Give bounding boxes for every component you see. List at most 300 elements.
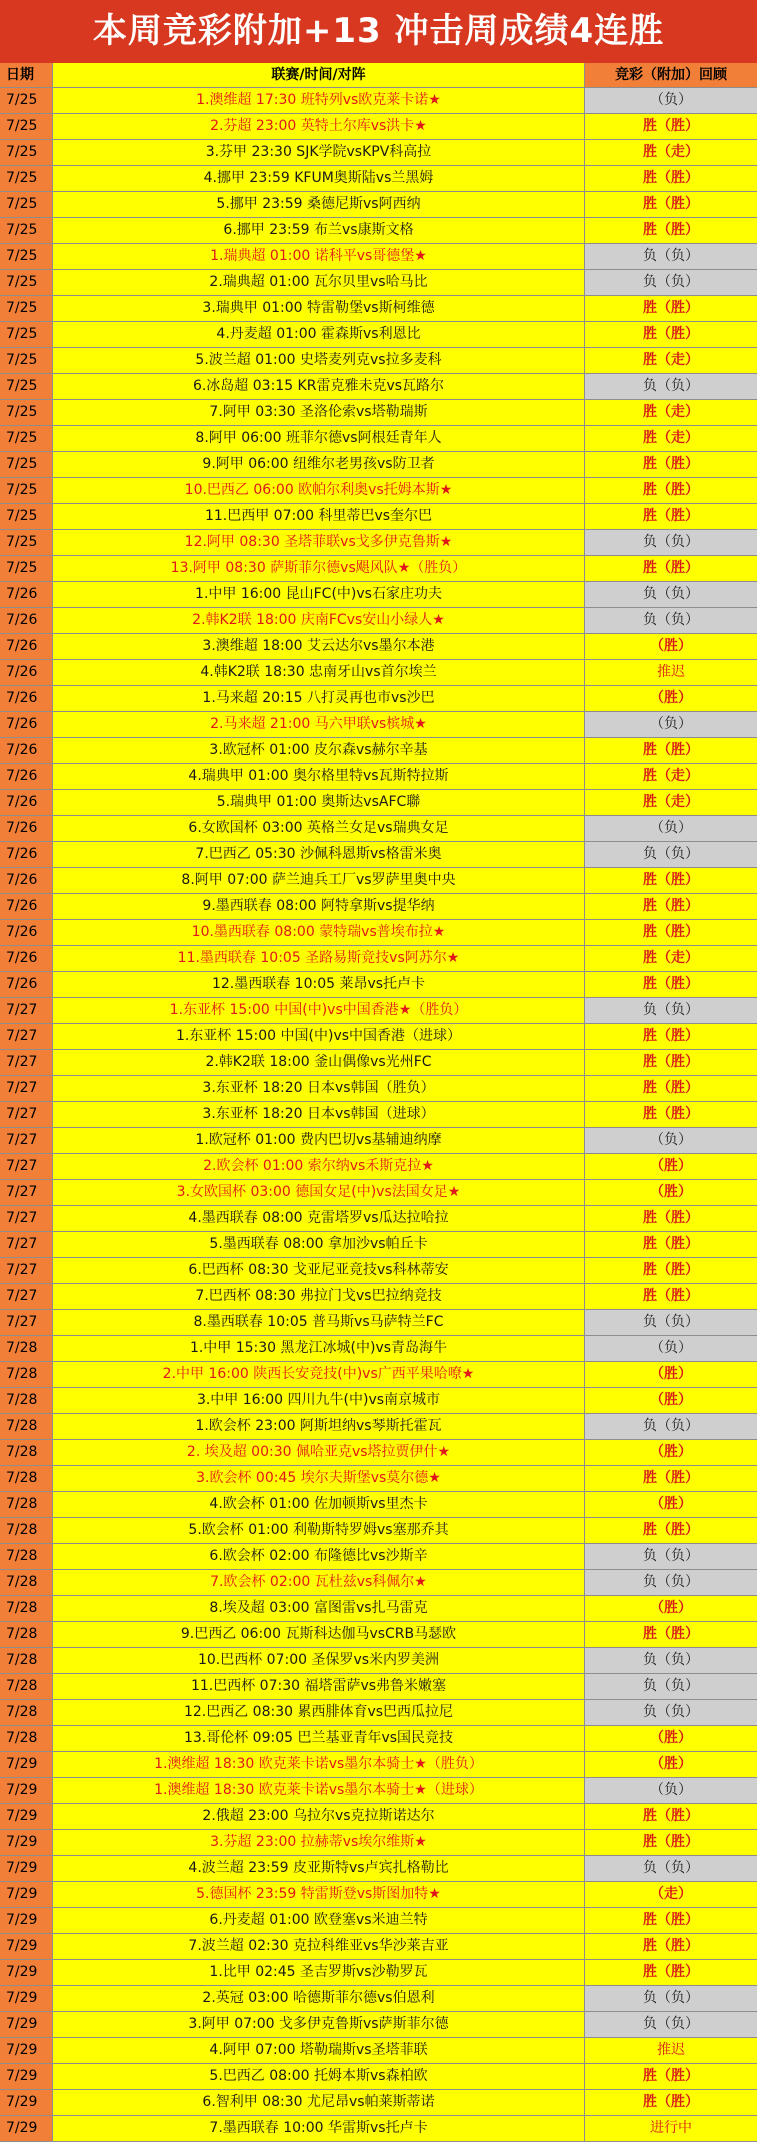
table-row <box>0 1466 757 1492</box>
row-result: （胜） <box>585 686 757 711</box>
row-match: 1.欧会杯 23:00 阿斯坦纳vs琴斯托霍瓦 <box>53 1414 585 1439</box>
row-match: 7.欧会杯 02:00 瓦杜兹vs科佩尔★ <box>53 1570 585 1595</box>
table-row <box>0 2064 757 2090</box>
row-date: 7/25 <box>0 140 53 165</box>
table-row <box>0 1700 757 1726</box>
row-match: 3.中甲 16:00 四川九牛(中)vs南京城市 <box>53 1388 585 1413</box>
row-date: 7/29 <box>0 2116 53 2141</box>
row-result: 胜（胜） <box>585 972 757 997</box>
row-result: （负） <box>585 1336 757 1361</box>
row-date: 7/25 <box>0 426 53 451</box>
row-date: 7/29 <box>0 2064 53 2089</box>
row-date: 7/25 <box>0 192 53 217</box>
row-result: 胜（走） <box>585 140 757 165</box>
row-match: 3.芬超 23:00 拉赫蒂vs埃尔维斯★ <box>53 1830 585 1855</box>
row-match: 6.欧会杯 02:00 布隆德比vs沙斯辛 <box>53 1544 585 1569</box>
row-result: （胜） <box>585 1726 757 1751</box>
table-row <box>0 920 757 946</box>
table-row <box>0 608 757 634</box>
row-match: 3.东亚杯 18:20 日本vs韩国（胜负） <box>53 1076 585 1101</box>
table-row <box>0 1856 757 1882</box>
row-match: 4.阿甲 07:00 塔勒瑞斯vs圣塔菲联 <box>53 2038 585 2063</box>
row-date: 7/25 <box>0 348 53 373</box>
row-match: 3.瑞典甲 01:00 特雷勒堡vs斯柯维德 <box>53 296 585 321</box>
row-match: 6.挪甲 23:59 布兰vs康斯文格 <box>53 218 585 243</box>
table-row <box>0 1570 757 1596</box>
row-date: 7/25 <box>0 296 53 321</box>
table-row <box>0 1440 757 1466</box>
row-result: 胜（胜） <box>585 738 757 763</box>
row-result: 负（负） <box>585 1674 757 1699</box>
table-row <box>0 114 757 140</box>
row-match: 4.挪甲 23:59 KFUM奥斯陆vs兰黑姆 <box>53 166 585 191</box>
row-match: 3.芬甲 23:30 SJK学院vsKPV科高拉 <box>53 140 585 165</box>
row-date: 7/29 <box>0 1804 53 1829</box>
row-date: 7/27 <box>0 1050 53 1075</box>
row-match: 1.瑞典超 01:00 诺科平vs哥德堡★ <box>53 244 585 269</box>
row-date: 7/28 <box>0 1544 53 1569</box>
table-row <box>0 218 757 244</box>
row-result: 负（负） <box>585 374 757 399</box>
row-date: 7/25 <box>0 244 53 269</box>
row-match: 1.中甲 16:00 昆山FC(中)vs石家庄功夫 <box>53 582 585 607</box>
row-date: 7/27 <box>0 1102 53 1127</box>
row-date: 7/28 <box>0 1674 53 1699</box>
row-result: 负（负） <box>585 270 757 295</box>
table-row <box>0 946 757 972</box>
row-result: 胜（胜） <box>585 1258 757 1283</box>
row-match: 4.韩K2联 18:30 忠南牙山vs首尔埃兰 <box>53 660 585 685</box>
row-date: 7/28 <box>0 1492 53 1517</box>
row-match: 3.澳维超 18:00 艾云达尔vs墨尔本港 <box>53 634 585 659</box>
row-result: （胜） <box>585 1440 757 1465</box>
row-date: 7/27 <box>0 1310 53 1335</box>
row-date: 7/28 <box>0 1700 53 1725</box>
row-result: 胜（胜） <box>585 1622 757 1647</box>
row-match: 6.智利甲 08:30 尤尼昂vs帕莱斯蒂诺 <box>53 2090 585 2115</box>
table-row <box>0 2116 757 2142</box>
table-row <box>0 556 757 582</box>
row-date: 7/27 <box>0 1206 53 1231</box>
row-result: 负（负） <box>585 1414 757 1439</box>
table-row <box>0 1830 757 1856</box>
row-result: 胜（走） <box>585 790 757 815</box>
row-match: 10.巴西杯 07:00 圣保罗vs米内罗美洲 <box>53 1648 585 1673</box>
row-match: 8.埃及超 03:00 富图雷vs扎马雷克 <box>53 1596 585 1621</box>
row-match: 1.澳维超 18:30 欧克莱卡诺vs墨尔本骑士★（进球） <box>53 1778 585 1803</box>
table-row <box>0 296 757 322</box>
row-date: 7/25 <box>0 374 53 399</box>
table-row <box>0 244 757 270</box>
row-result: （走） <box>585 1882 757 1907</box>
table-row <box>0 270 757 296</box>
row-result: 胜（走） <box>585 400 757 425</box>
table-row <box>0 1908 757 1934</box>
row-match: 1.澳维超 17:30 班特列vs欧克莱卡诺★ <box>53 88 585 113</box>
row-match: 9.墨西联春 08:00 阿特拿斯vs提华纳 <box>53 894 585 919</box>
row-match: 6.丹麦超 01:00 欧登塞vs米迪兰特 <box>53 1908 585 1933</box>
row-date: 7/29 <box>0 1778 53 1803</box>
row-date: 7/27 <box>0 1284 53 1309</box>
row-match: 4.墨西联春 08:00 克雷塔罗vs瓜达拉哈拉 <box>53 1206 585 1231</box>
table-row <box>0 1492 757 1518</box>
row-result: 胜（胜） <box>585 478 757 503</box>
row-date: 7/25 <box>0 400 53 425</box>
row-result: 胜（胜） <box>585 2090 757 2115</box>
row-match: 1.欧冠杯 01:00 费内巴切vs基辅迪纳摩 <box>53 1128 585 1153</box>
row-match: 8.阿甲 07:00 萨兰迪兵工厂vs罗萨里奥中央 <box>53 868 585 893</box>
row-match: 13.哥伦杯 09:05 巴兰基亚青年vs国民竞技 <box>53 1726 585 1751</box>
row-result: （胜） <box>585 1492 757 1517</box>
row-date: 7/26 <box>0 764 53 789</box>
row-match: 4.欧会杯 01:00 佐加顿斯vs里杰卡 <box>53 1492 585 1517</box>
row-result: 负（负） <box>585 530 757 555</box>
table-row <box>0 868 757 894</box>
row-date: 7/26 <box>0 582 53 607</box>
table-body <box>0 88 757 2142</box>
row-date: 7/25 <box>0 88 53 113</box>
row-result: 胜（胜） <box>585 114 757 139</box>
row-date: 7/27 <box>0 1180 53 1205</box>
row-match: 12.墨西联春 10:05 莱昂vs托卢卡 <box>53 972 585 997</box>
row-date: 7/28 <box>0 1466 53 1491</box>
row-match: 1.东亚杯 15:00 中国(中)vs中国香港（进球） <box>53 1024 585 1049</box>
row-result: （负） <box>585 1778 757 1803</box>
table-row <box>0 1362 757 1388</box>
row-date: 7/29 <box>0 2012 53 2037</box>
row-match: 6.女欧国杯 03:00 英格兰女足vs瑞典女足 <box>53 816 585 841</box>
row-result: 胜（胜） <box>585 556 757 581</box>
table-row <box>0 1986 757 2012</box>
row-date: 7/29 <box>0 1830 53 1855</box>
row-match: 3.欧会杯 00:45 埃尔夫斯堡vs莫尔德★ <box>53 1466 585 1491</box>
row-date: 7/26 <box>0 972 53 997</box>
row-date: 7/29 <box>0 1752 53 1777</box>
table-row <box>0 1128 757 1154</box>
row-date: 7/27 <box>0 1258 53 1283</box>
table-row <box>0 660 757 686</box>
table-row <box>0 972 757 998</box>
table-row <box>0 374 757 400</box>
row-match: 5.瑞典甲 01:00 奥斯达vsAFC聯 <box>53 790 585 815</box>
row-result: 进行中 <box>585 2116 757 2141</box>
table-row <box>0 478 757 504</box>
row-result: 负（负） <box>585 1648 757 1673</box>
row-result: 胜（胜） <box>585 1518 757 1543</box>
row-result: 胜（走） <box>585 348 757 373</box>
table-row <box>0 2012 757 2038</box>
row-result: （负） <box>585 712 757 737</box>
row-date: 7/29 <box>0 1908 53 1933</box>
row-date: 7/29 <box>0 1986 53 2011</box>
row-match: 1.澳维超 18:30 欧克莱卡诺vs墨尔本骑士★（胜负） <box>53 1752 585 1777</box>
row-date: 7/25 <box>0 322 53 347</box>
table-header <box>0 63 757 88</box>
row-result: 胜（胜） <box>585 1466 757 1491</box>
table-row <box>0 452 757 478</box>
table-row <box>0 400 757 426</box>
row-date: 7/26 <box>0 920 53 945</box>
table-row <box>0 1752 757 1778</box>
row-result: 负（负） <box>585 998 757 1023</box>
row-result: 胜（胜） <box>585 166 757 191</box>
row-date: 7/28 <box>0 1388 53 1413</box>
table-row <box>0 1518 757 1544</box>
row-result: 胜（胜） <box>585 1050 757 1075</box>
table-row <box>0 1180 757 1206</box>
row-match: 2. 埃及超 00:30 佩哈亚克vs塔拉贾伊什★ <box>53 1440 585 1465</box>
row-match: 5.挪甲 23:59 桑德尼斯vs阿西纳 <box>53 192 585 217</box>
page-title: 本周竞彩附加+13 冲击周成绩4连胜 <box>0 0 757 63</box>
row-date: 7/28 <box>0 1336 53 1361</box>
row-result: 胜（胜） <box>585 1908 757 1933</box>
row-result: 推迟 <box>585 2038 757 2063</box>
row-match: 12.阿甲 08:30 圣塔菲联vs戈多伊克鲁斯★ <box>53 530 585 555</box>
row-result: 胜（胜） <box>585 1934 757 1959</box>
row-result: 胜（胜） <box>585 868 757 893</box>
table-row <box>0 1596 757 1622</box>
row-match: 5.欧会杯 01:00 利勒斯特罗姆vs塞那乔其 <box>53 1518 585 1543</box>
row-result: 负（负） <box>585 842 757 867</box>
row-result: 负（负） <box>585 1310 757 1335</box>
row-date: 7/26 <box>0 842 53 867</box>
row-result: （胜） <box>585 1154 757 1179</box>
row-date: 7/27 <box>0 1024 53 1049</box>
row-result: 负（负） <box>585 582 757 607</box>
row-result: 负（负） <box>585 244 757 269</box>
row-match: 1.马来超 20:15 八打灵再也市vs沙巴 <box>53 686 585 711</box>
table-row <box>0 1206 757 1232</box>
table-row <box>0 686 757 712</box>
row-result: 胜（胜） <box>585 1804 757 1829</box>
row-result: 胜（胜） <box>585 192 757 217</box>
row-date: 7/28 <box>0 1648 53 1673</box>
row-match: 7.巴西乙 05:30 沙佩科恩斯vs格雷米奥 <box>53 842 585 867</box>
table-row <box>0 530 757 556</box>
table-row <box>0 1258 757 1284</box>
row-date: 7/26 <box>0 790 53 815</box>
table-row <box>0 816 757 842</box>
table-row <box>0 1622 757 1648</box>
row-match: 10.巴西乙 06:00 欧帕尔利奥vs托姆本斯★ <box>53 478 585 503</box>
table-row <box>0 1336 757 1362</box>
row-result: 胜（胜） <box>585 218 757 243</box>
row-date: 7/28 <box>0 1518 53 1543</box>
table-row <box>0 2090 757 2116</box>
row-date: 7/29 <box>0 1882 53 1907</box>
row-match: 3.阿甲 07:00 戈多伊克鲁斯vs萨斯菲尔德 <box>53 2012 585 2037</box>
row-date: 7/25 <box>0 270 53 295</box>
table-row <box>0 2038 757 2064</box>
row-match: 11.巴西杯 07:30 福塔雷萨vs弗鲁米嫩塞 <box>53 1674 585 1699</box>
row-date: 7/25 <box>0 478 53 503</box>
row-match: 1.中甲 15:30 黑龙江冰城(中)vs青岛海牛 <box>53 1336 585 1361</box>
row-match: 2.芬超 23:00 英特土尔库vs洪卡★ <box>53 114 585 139</box>
row-date: 7/25 <box>0 530 53 555</box>
row-date: 7/25 <box>0 166 53 191</box>
row-match: 5.巴西乙 08:00 托姆本斯vs森柏欧 <box>53 2064 585 2089</box>
row-date: 7/29 <box>0 1960 53 1985</box>
row-match: 13.阿甲 08:30 萨斯菲尔德vs飓风队★（胜负） <box>53 556 585 581</box>
row-result: 胜（胜） <box>585 1076 757 1101</box>
table-row <box>0 1024 757 1050</box>
row-date: 7/27 <box>0 1154 53 1179</box>
table-row <box>0 1388 757 1414</box>
row-date: 7/26 <box>0 634 53 659</box>
header-date: 日期 <box>0 63 53 87</box>
row-match: 8.墨西联春 10:05 普马斯vs马萨特兰FC <box>53 1310 585 1335</box>
row-result: 胜（走） <box>585 946 757 971</box>
row-result: 胜（胜） <box>585 296 757 321</box>
row-match: 5.墨西联春 08:00 拿加沙vs帕丘卡 <box>53 1232 585 1257</box>
row-result: 胜（胜） <box>585 1102 757 1127</box>
row-date: 7/25 <box>0 504 53 529</box>
row-date: 7/25 <box>0 114 53 139</box>
row-result: 负（负） <box>585 1570 757 1595</box>
row-match: 8.阿甲 06:00 班菲尔德vs阿根廷青年人 <box>53 426 585 451</box>
row-match: 4.丹麦超 01:00 霍森斯vs利恩比 <box>53 322 585 347</box>
table-row <box>0 790 757 816</box>
table-row <box>0 1310 757 1336</box>
table-row <box>0 1960 757 1986</box>
row-match: 3.女欧国杯 03:00 德国女足(中)vs法国女足★ <box>53 1180 585 1205</box>
row-date: 7/28 <box>0 1414 53 1439</box>
row-match: 7.墨西联春 10:00 华雷斯vs托卢卡 <box>53 2116 585 2141</box>
row-date: 7/29 <box>0 1934 53 1959</box>
row-match: 9.阿甲 06:00 纽维尔老男孩vs防卫者 <box>53 452 585 477</box>
table-row <box>0 426 757 452</box>
table-row <box>0 1284 757 1310</box>
table-row <box>0 166 757 192</box>
row-result: （胜） <box>585 1596 757 1621</box>
row-match: 2.韩K2联 18:00 庆南FCvs安山小绿人★ <box>53 608 585 633</box>
row-result: 胜（胜） <box>585 452 757 477</box>
table-row <box>0 1934 757 1960</box>
row-result: 胜（胜） <box>585 1284 757 1309</box>
table-row <box>0 1804 757 1830</box>
row-result: 胜（胜） <box>585 1206 757 1231</box>
table-row <box>0 140 757 166</box>
row-date: 7/26 <box>0 608 53 633</box>
row-result: 负（负） <box>585 1700 757 1725</box>
table-row <box>0 1102 757 1128</box>
row-match: 2.中甲 16:00 陕西长安竞技(中)vs广西平果哈嘹★ <box>53 1362 585 1387</box>
table-row <box>0 634 757 660</box>
table-row <box>0 738 757 764</box>
row-date: 7/26 <box>0 816 53 841</box>
row-result: 负（负） <box>585 1856 757 1881</box>
table-row <box>0 998 757 1024</box>
table-row <box>0 1076 757 1102</box>
table-row <box>0 1674 757 1700</box>
row-result: （负） <box>585 1128 757 1153</box>
row-date: 7/28 <box>0 1596 53 1621</box>
row-match: 11.墨西联春 10:05 圣路易斯竞技vs阿苏尔★ <box>53 946 585 971</box>
table-row <box>0 1726 757 1752</box>
row-match: 1.东亚杯 15:00 中国(中)vs中国香港★（胜负） <box>53 998 585 1023</box>
row-date: 7/26 <box>0 946 53 971</box>
row-result: 负（负） <box>585 608 757 633</box>
header-result: 竞彩（附加）回顾 <box>585 63 757 87</box>
row-result: 胜（胜） <box>585 894 757 919</box>
table-row <box>0 712 757 738</box>
row-match: 7.巴西杯 08:30 弗拉门戈vs巴拉纳竞技 <box>53 1284 585 1309</box>
row-result: （负） <box>585 816 757 841</box>
row-date: 7/25 <box>0 452 53 477</box>
row-match: 7.阿甲 03:30 圣洛伦索vs塔勒瑞斯 <box>53 400 585 425</box>
row-match: 2.韩K2联 18:00 釜山偶像vs光州FC <box>53 1050 585 1075</box>
row-date: 7/26 <box>0 894 53 919</box>
row-date: 7/25 <box>0 218 53 243</box>
row-result: 胜（胜） <box>585 2064 757 2089</box>
row-result: （胜） <box>585 634 757 659</box>
row-match: 7.波兰超 02:30 克拉科维亚vs华沙莱吉亚 <box>53 1934 585 1959</box>
row-match: 1.比甲 02:45 圣吉罗斯vs沙勒罗瓦 <box>53 1960 585 1985</box>
table-row <box>0 894 757 920</box>
row-date: 7/25 <box>0 556 53 581</box>
table-row <box>0 504 757 530</box>
table-row <box>0 1778 757 1804</box>
row-match: 2.马来超 21:00 马六甲联vs槟城★ <box>53 712 585 737</box>
table-row <box>0 1882 757 1908</box>
row-date: 7/29 <box>0 2038 53 2063</box>
row-match: 2.欧会杯 01:00 索尔纳vs禾斯克拉★ <box>53 1154 585 1179</box>
row-result: 胜（胜） <box>585 920 757 945</box>
row-match: 12.巴西乙 08:30 累西腓体育vs巴西瓜拉尼 <box>53 1700 585 1725</box>
row-date: 7/28 <box>0 1362 53 1387</box>
table-row <box>0 348 757 374</box>
row-match: 3.欧冠杯 01:00 皮尔森vs赫尔辛基 <box>53 738 585 763</box>
row-result: 胜（走） <box>585 426 757 451</box>
row-result: 胜（胜） <box>585 1024 757 1049</box>
row-date: 7/26 <box>0 660 53 685</box>
row-result: 胜（走） <box>585 764 757 789</box>
row-match: 2.瑞典超 01:00 瓦尔贝里vs哈马比 <box>53 270 585 295</box>
table-row <box>0 842 757 868</box>
table-row <box>0 1232 757 1258</box>
row-date: 7/27 <box>0 1076 53 1101</box>
header-match: 联赛/时间/对阵 <box>53 63 585 87</box>
row-date: 7/28 <box>0 1726 53 1751</box>
table-row <box>0 88 757 114</box>
row-match: 4.波兰超 23:59 皮亚斯特vs卢宾扎格勒比 <box>53 1856 585 1881</box>
row-date: 7/29 <box>0 1856 53 1881</box>
row-date: 7/27 <box>0 998 53 1023</box>
row-date: 7/28 <box>0 1440 53 1465</box>
row-result: （胜） <box>585 1180 757 1205</box>
row-match: 10.墨西联春 08:00 蒙特瑞vs普埃布拉★ <box>53 920 585 945</box>
row-match: 9.巴西乙 06:00 瓦斯科达伽马vsCRB马瑟欧 <box>53 1622 585 1647</box>
row-result: 推迟 <box>585 660 757 685</box>
row-result: 负（负） <box>585 1986 757 2011</box>
row-result: 胜（胜） <box>585 504 757 529</box>
row-result: 负（负） <box>585 1544 757 1569</box>
row-match: 2.英冠 03:00 哈德斯菲尔德vs伯恩利 <box>53 1986 585 2011</box>
table-row <box>0 1648 757 1674</box>
row-match: 4.瑞典甲 01:00 奥尔格里特vs瓦斯特拉斯 <box>53 764 585 789</box>
row-date: 7/29 <box>0 2090 53 2115</box>
table-row <box>0 1154 757 1180</box>
table-row <box>0 582 757 608</box>
row-match: 6.巴西杯 08:30 戈亚尼亚竞技vs科林蒂安 <box>53 1258 585 1283</box>
row-result: （负） <box>585 88 757 113</box>
row-date: 7/26 <box>0 738 53 763</box>
row-date: 7/26 <box>0 868 53 893</box>
row-result: （胜） <box>585 1362 757 1387</box>
row-match: 6.冰岛超 03:15 KR雷克雅未克vs瓦路尔 <box>53 374 585 399</box>
row-date: 7/27 <box>0 1128 53 1153</box>
row-date: 7/28 <box>0 1622 53 1647</box>
